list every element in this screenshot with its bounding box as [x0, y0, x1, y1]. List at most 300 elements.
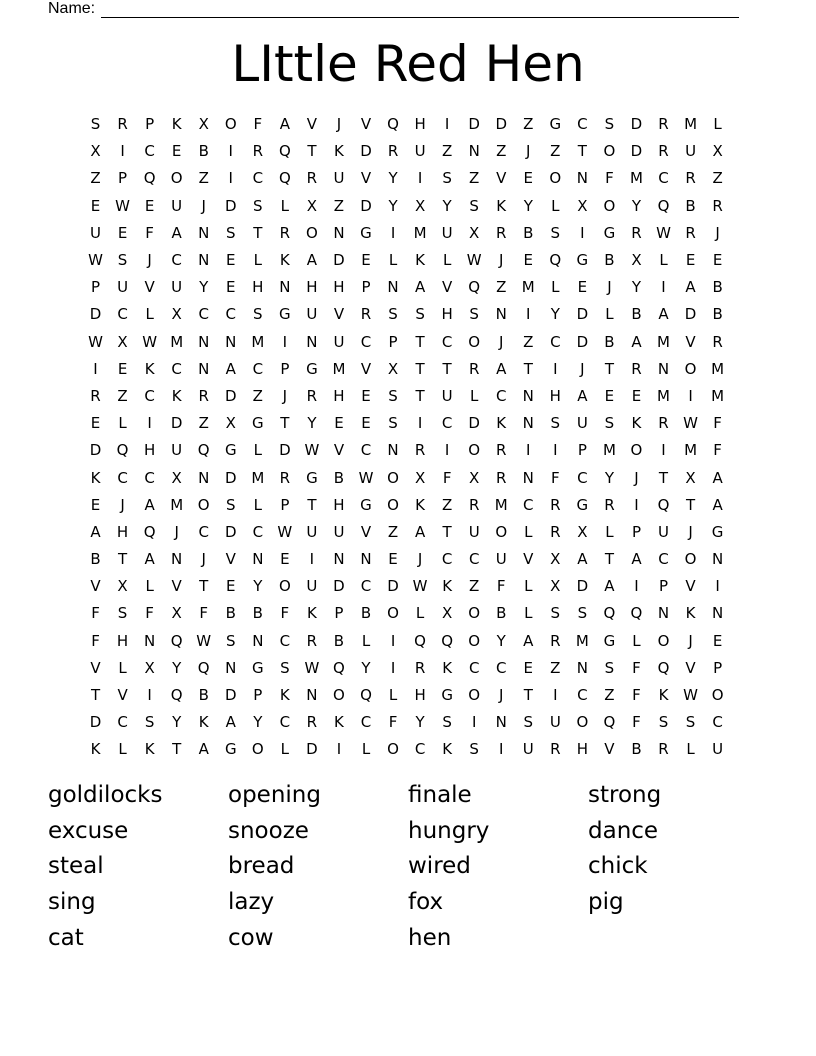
- grid-letter: X: [387, 359, 399, 378]
- grid-letter: Y: [253, 713, 263, 732]
- grid-letter: V: [442, 278, 453, 297]
- grid-letter: B: [360, 604, 372, 623]
- grid-letter: U: [171, 196, 183, 215]
- grid-letter: W: [88, 332, 103, 351]
- grid-letter: A: [198, 740, 209, 759]
- grid-letter: E: [144, 196, 155, 215]
- grid-letter: D: [224, 522, 237, 541]
- grid-letter: L: [145, 577, 154, 596]
- grid-letter: X: [441, 604, 453, 623]
- grid-letter: U: [414, 142, 426, 161]
- grid-letter: D: [576, 577, 589, 596]
- grid-letter: H: [333, 495, 345, 514]
- grid-letter: X: [117, 332, 128, 351]
- grid-letter: I: [634, 495, 639, 514]
- grid-letter: X: [171, 468, 182, 487]
- grid-letter: C: [468, 550, 480, 569]
- grid-letter: H: [333, 278, 345, 297]
- grid-letter: S: [225, 223, 236, 242]
- grid-letter: R: [550, 522, 561, 541]
- grid-letter: K: [334, 142, 344, 161]
- grid-letter: P: [361, 278, 371, 297]
- grid-letter: V: [604, 740, 615, 759]
- grid-letter: D: [684, 305, 697, 324]
- grid-letter: O: [333, 686, 345, 705]
- grid-letter: E: [90, 196, 101, 215]
- grid-letter: D: [279, 441, 291, 460]
- letter-grid: [82, 111, 732, 764]
- grid-letter: B: [631, 740, 642, 759]
- grid-letter: Y: [361, 658, 371, 677]
- grid-letter: C: [144, 386, 155, 405]
- grid-letter: E: [712, 631, 723, 650]
- grid-letter: B: [496, 604, 507, 623]
- grid-letter: K: [658, 686, 669, 705]
- grid-letter: T: [415, 359, 425, 378]
- grid-letter: V: [360, 115, 372, 134]
- name-label: Name:: [48, 0, 96, 17]
- grid-letter: U: [333, 522, 345, 541]
- grid-letter: O: [387, 495, 399, 514]
- grid-letter: V: [496, 169, 507, 188]
- grid-letter: B: [333, 468, 345, 487]
- word-list-item: goldilocks: [48, 782, 163, 808]
- grid-letter: Y: [631, 196, 642, 215]
- word-list: [48, 778, 768, 956]
- grid-letter: U: [549, 713, 561, 732]
- grid-letter: O: [657, 631, 670, 650]
- grid-letter: I: [661, 278, 666, 297]
- grid-letter: Q: [170, 686, 183, 705]
- grid-letter: R: [252, 142, 264, 161]
- grid-letter: R: [496, 223, 507, 242]
- grid-letter: C: [198, 305, 209, 324]
- grid-letter: Q: [468, 278, 481, 297]
- grid-letter: O: [630, 441, 643, 460]
- grid-letter: Q: [116, 441, 129, 460]
- grid-letter: O: [387, 740, 399, 759]
- grid-letter: K: [279, 686, 290, 705]
- grid-letter: O: [576, 713, 589, 732]
- grid-letter: F: [713, 414, 722, 433]
- grid-letter: E: [523, 169, 534, 188]
- grid-letter: M: [657, 332, 670, 351]
- grid-letter: R: [387, 142, 399, 161]
- grid-letter: D: [576, 305, 589, 324]
- grid-letter: K: [144, 359, 155, 378]
- grid-letter: X: [117, 577, 128, 596]
- grid-row: [82, 356, 732, 383]
- grid-letter: P: [91, 278, 101, 297]
- grid-letter: S: [415, 305, 425, 324]
- grid-letter: K: [442, 577, 453, 596]
- grid-row: [82, 301, 732, 328]
- grid-letter: C: [441, 332, 453, 351]
- grid-letter: S: [225, 631, 236, 650]
- grid-letter: L: [524, 604, 533, 623]
- grid-letter: D: [360, 196, 372, 215]
- grid-letter: K: [496, 414, 507, 433]
- grid-letter: Z: [441, 495, 453, 514]
- grid-letter: I: [147, 686, 152, 705]
- grid-letter: W: [683, 686, 698, 705]
- grid-letter: L: [118, 414, 127, 433]
- grid-letter: F: [551, 468, 560, 487]
- grid-letter: T: [658, 468, 669, 487]
- grid-letter: Y: [442, 196, 452, 215]
- grid-letter: J: [499, 332, 504, 351]
- grid-letter: D: [333, 251, 345, 270]
- grid-letter: R: [414, 658, 426, 677]
- grid-letter: J: [715, 223, 720, 242]
- grid-letter: R: [712, 332, 723, 351]
- grid-letter: Z: [441, 142, 453, 161]
- grid-letter: I: [120, 142, 125, 161]
- grid-letter: A: [577, 550, 588, 569]
- grid-letter: Y: [307, 414, 317, 433]
- grid-letter: R: [468, 495, 480, 514]
- grid-letter: A: [631, 332, 642, 351]
- grid-letter: X: [414, 468, 426, 487]
- grid-letter: C: [414, 740, 426, 759]
- grid-letter: K: [279, 251, 290, 270]
- grid-letter: D: [224, 468, 237, 487]
- grid-letter: R: [631, 359, 642, 378]
- grid-letter: A: [631, 550, 642, 569]
- grid-letter: B: [333, 631, 345, 650]
- grid-row: [82, 329, 732, 356]
- grid-letter: D: [468, 115, 480, 134]
- grid-letter: R: [496, 468, 507, 487]
- grid-letter: U: [495, 550, 507, 569]
- grid-letter: I: [93, 359, 98, 378]
- grid-letter: J: [336, 115, 342, 134]
- grid-letter: N: [252, 631, 264, 650]
- grid-row: [82, 410, 732, 437]
- grid-letter: J: [201, 550, 206, 569]
- grid-letter: C: [712, 713, 723, 732]
- grid-row: [82, 519, 732, 546]
- grid-letter: P: [145, 115, 155, 134]
- grid-letter: I: [526, 441, 531, 460]
- grid-letter: I: [715, 577, 720, 596]
- grid-letter: W: [466, 251, 482, 270]
- grid-letter: X: [469, 223, 480, 242]
- grid-letter: N: [657, 359, 670, 378]
- word-list-item: opening: [228, 782, 321, 808]
- grid-letter: N: [225, 332, 237, 351]
- grid-letter: H: [549, 386, 561, 405]
- grid-letter: G: [279, 305, 291, 324]
- grid-letter: T: [307, 142, 317, 161]
- grid-letter: O: [468, 441, 481, 460]
- grid-letter: O: [603, 196, 616, 215]
- grid-letter: E: [171, 142, 182, 161]
- grid-letter: S: [388, 386, 398, 405]
- grid-letter: D: [89, 713, 102, 732]
- grid-letter: K: [442, 658, 453, 677]
- grid-letter: I: [553, 359, 558, 378]
- grid-letter: N: [711, 550, 724, 569]
- grid-letter: D: [387, 577, 399, 596]
- grid-letter: P: [713, 658, 723, 677]
- grid-letter: N: [387, 278, 399, 297]
- grid-letter: M: [575, 631, 589, 650]
- word-list-item: pig: [588, 889, 624, 916]
- grid-letter: I: [228, 169, 233, 188]
- grid-row: [82, 546, 732, 573]
- grid-letter: B: [712, 278, 723, 297]
- grid-letter: H: [143, 441, 156, 460]
- word-list-item: strong: [588, 782, 662, 808]
- grid-letter: Y: [388, 196, 398, 215]
- grid-letter: Y: [496, 631, 506, 650]
- grid-letter: E: [631, 386, 642, 405]
- grid-letter: K: [631, 414, 642, 433]
- grid-letter: E: [226, 577, 236, 596]
- grid-letter: C: [577, 686, 588, 705]
- grid-row: [82, 165, 732, 192]
- grid-letter: T: [604, 550, 614, 569]
- grid-row: [82, 437, 732, 464]
- grid-row: [82, 247, 732, 274]
- grid-letter: D: [224, 196, 237, 215]
- grid-letter: D: [495, 115, 507, 134]
- grid-letter: Z: [333, 196, 345, 215]
- grid-letter: L: [145, 305, 154, 324]
- grid-row: [82, 682, 732, 709]
- grid-letter: C: [279, 713, 291, 732]
- word-list-item: sing: [48, 889, 96, 916]
- grid-letter: S: [523, 713, 534, 732]
- grid-letter: L: [388, 251, 398, 270]
- grid-letter: M: [413, 223, 427, 242]
- grid-letter: U: [306, 577, 318, 596]
- grid-letter: L: [713, 115, 722, 134]
- grid-letter: T: [172, 740, 182, 759]
- grid-letter: X: [414, 196, 426, 215]
- grid-letter: U: [171, 278, 183, 297]
- grid-letter: G: [251, 414, 264, 433]
- grid-letter: W: [683, 414, 698, 433]
- grid-letter: F: [713, 441, 722, 460]
- grid-letter: E: [117, 223, 128, 242]
- grid-letter: Z: [523, 332, 534, 351]
- grid-letter: X: [577, 522, 588, 541]
- grid-letter: R: [117, 115, 128, 134]
- grid-letter: R: [658, 142, 669, 161]
- grid-letter: F: [91, 604, 100, 623]
- grid-letter: D: [468, 414, 480, 433]
- grid-letter: A: [496, 359, 507, 378]
- grid-letter: Y: [523, 196, 533, 215]
- grid-letter: J: [417, 550, 423, 569]
- grid-letter: G: [549, 115, 562, 134]
- grid-letter: M: [684, 115, 698, 134]
- grid-letter: T: [253, 223, 263, 242]
- grid-row: [82, 655, 732, 682]
- grid-letter: I: [553, 441, 558, 460]
- grid-letter: U: [522, 740, 534, 759]
- grid-letter: E: [361, 251, 371, 270]
- grid-letter: V: [523, 550, 534, 569]
- grid-letter: Z: [252, 386, 263, 405]
- grid-letter: E: [334, 414, 344, 433]
- grid-letter: R: [198, 386, 209, 405]
- grid-letter: J: [499, 251, 504, 270]
- grid-letter: D: [306, 740, 318, 759]
- grid-letter: W: [88, 251, 103, 270]
- grid-letter: K: [171, 386, 182, 405]
- grid-letter: O: [251, 740, 264, 759]
- grid-letter: B: [685, 196, 696, 215]
- grid-letter: L: [118, 740, 127, 759]
- grid-letter: J: [607, 278, 612, 297]
- word-list-item: fox: [408, 889, 444, 916]
- grid-letter: I: [147, 414, 152, 433]
- grid-letter: R: [550, 740, 561, 759]
- grid-letter: G: [576, 251, 589, 270]
- grid-letter: I: [688, 386, 693, 405]
- grid-letter: N: [225, 658, 237, 677]
- grid-letter: N: [468, 142, 480, 161]
- grid-letter: S: [253, 305, 263, 324]
- grid-letter: M: [711, 386, 725, 405]
- grid-letter: B: [198, 686, 209, 705]
- grid-letter: T: [415, 332, 425, 351]
- grid-letter: N: [198, 251, 210, 270]
- grid-letter: X: [171, 305, 182, 324]
- grid-letter: C: [441, 550, 453, 569]
- grid-letter: F: [632, 658, 641, 677]
- grid-letter: I: [336, 740, 342, 759]
- grid-letter: N: [522, 468, 534, 487]
- grid-letter: B: [604, 251, 615, 270]
- grid-letter: C: [468, 658, 480, 677]
- grid-letter: F: [632, 713, 641, 732]
- grid-letter: D: [630, 142, 643, 161]
- grid-letter: O: [495, 522, 508, 541]
- grid-letter: P: [253, 686, 263, 705]
- grid-row: [82, 736, 732, 763]
- grid-letter: I: [471, 713, 477, 732]
- grid-letter: U: [658, 522, 669, 541]
- grid-letter: S: [604, 658, 615, 677]
- grid-letter: T: [199, 577, 209, 596]
- grid-letter: Z: [712, 169, 723, 188]
- grid-letter: X: [198, 115, 209, 134]
- grid-letter: S: [550, 604, 561, 623]
- grid-letter: V: [360, 522, 372, 541]
- grid-letter: N: [522, 414, 534, 433]
- word-list-item: lazy: [228, 889, 275, 916]
- grid-letter: F: [145, 604, 154, 623]
- grid-letter: A: [712, 495, 723, 514]
- grid-letter: F: [145, 223, 154, 242]
- grid-letter: C: [225, 305, 236, 324]
- grid-letter: Y: [253, 577, 263, 596]
- grid-letter: G: [360, 495, 372, 514]
- grid-letter: Q: [603, 713, 616, 732]
- grid-letter: H: [576, 740, 588, 759]
- grid-letter: Z: [469, 577, 480, 596]
- grid-letter: W: [196, 631, 212, 650]
- grid-letter: P: [631, 522, 641, 541]
- grid-letter: B: [225, 604, 236, 623]
- grid-letter: O: [711, 686, 724, 705]
- grid-letter: A: [306, 251, 318, 270]
- grid-letter: C: [144, 142, 155, 161]
- grid-letter: X: [90, 142, 101, 161]
- grid-letter: O: [468, 604, 481, 623]
- grid-letter: C: [577, 115, 588, 134]
- grid-row: [82, 274, 732, 301]
- grid-letter: G: [306, 359, 318, 378]
- grid-letter: D: [360, 142, 372, 161]
- word-list-item: cat: [48, 924, 84, 951]
- grid-letter: K: [306, 604, 317, 623]
- grid-letter: L: [605, 305, 614, 324]
- grid-letter: R: [360, 305, 372, 324]
- grid-letter: B: [523, 223, 534, 242]
- grid-letter: H: [414, 686, 426, 705]
- grid-letter: J: [499, 686, 504, 705]
- grid-letter: G: [251, 658, 264, 677]
- grid-letter: N: [333, 550, 345, 569]
- grid-letter: F: [442, 468, 452, 487]
- grid-letter: A: [144, 495, 155, 514]
- grid-letter: T: [604, 359, 614, 378]
- grid-letter: R: [550, 495, 561, 514]
- grid-letter: P: [280, 359, 290, 378]
- grid-letter: R: [306, 713, 318, 732]
- word-list-item: steal: [48, 853, 104, 880]
- grid-letter: A: [225, 713, 236, 732]
- grid-row: [82, 383, 732, 410]
- grid-letter: S: [253, 196, 263, 215]
- grid-letter: Z: [117, 386, 128, 405]
- grid-letter: S: [604, 414, 615, 433]
- grid-letter: D: [89, 305, 102, 324]
- grid-letter: I: [526, 305, 531, 324]
- grid-letter: U: [333, 332, 345, 351]
- grid-letter: P: [280, 495, 290, 514]
- grid-letter: I: [390, 223, 396, 242]
- grid-letter: K: [415, 251, 425, 270]
- grid-letter: C: [252, 359, 264, 378]
- grid-letter: Q: [143, 522, 156, 541]
- grid-letter: E: [226, 278, 236, 297]
- grid-letter: U: [685, 142, 697, 161]
- grid-letter: S: [388, 414, 398, 433]
- grid-letter: Y: [415, 713, 425, 732]
- grid-letter: L: [415, 604, 425, 623]
- grid-letter: Z: [550, 142, 561, 161]
- grid-letter: K: [198, 713, 209, 732]
- grid-letter: C: [360, 577, 372, 596]
- word-list-item: snooze: [228, 817, 309, 844]
- grid-letter: K: [685, 604, 696, 623]
- grid-letter: R: [90, 386, 101, 405]
- grid-letter: L: [118, 658, 127, 677]
- grid-letter: B: [712, 305, 723, 324]
- grid-letter: Q: [360, 686, 372, 705]
- grid-letter: Z: [496, 142, 507, 161]
- grid-letter: R: [631, 223, 642, 242]
- grid-letter: X: [225, 414, 236, 433]
- grid-letter: K: [90, 740, 101, 759]
- grid-letter: V: [360, 359, 372, 378]
